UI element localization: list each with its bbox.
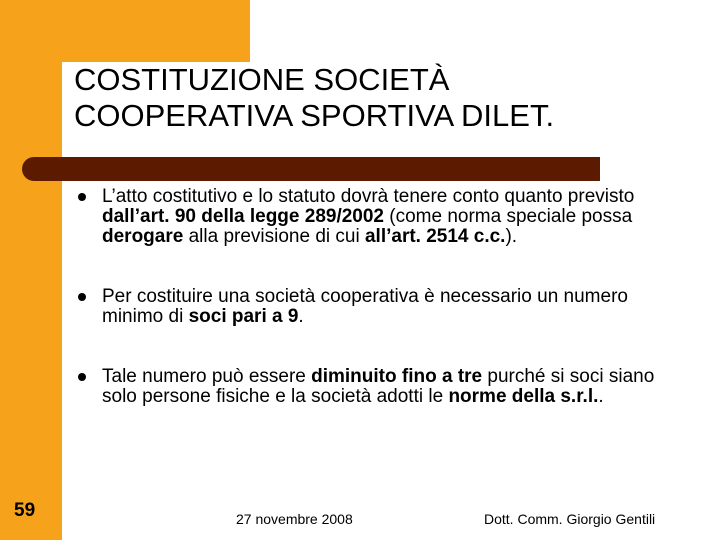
bullet-1-part-5: alla previsione di cui (183, 226, 365, 247)
bullet-1-part-3: (come norma speciale possa (384, 206, 633, 227)
bullet-3-part-2: diminuito fino a tre (311, 366, 483, 387)
bullet-1-part-1: L’atto costitutivo e lo statuto dovrà tenere conto quanto previsto (102, 186, 635, 207)
bullet-3-part-3: purché si soci siano solo persone fisiche e la società adotti le (102, 366, 655, 407)
bullet-item-3 (74, 367, 674, 407)
bullet-dot-icon (78, 193, 86, 201)
slide-title-line-1: COSTITUZIONE SOCIETÀ (74, 62, 450, 97)
bullet-item-1 (74, 187, 674, 247)
title-divider-bar (22, 157, 600, 181)
bullet-1-part-4: derogare (102, 226, 184, 247)
left-accent-band (0, 0, 62, 540)
bullet-text-2 (102, 286, 628, 327)
bullet-1-part-6: all’art. 2514 c.c. (364, 226, 506, 247)
bullet-1-part-7: ). (505, 226, 518, 247)
bullet-2-part-3: . (298, 306, 304, 327)
bullet-1-part-2: dall’art. 90 della legge 289/2002 (102, 206, 384, 227)
slide-title (74, 62, 694, 134)
bullet-3-part-1: Tale numero può essere (102, 366, 312, 387)
bullet-2-part-1: Per costituire una società cooperativa è necessario un numero minimo di (102, 286, 628, 327)
footer-author: Dott. Comm. Giorgio Gentili (484, 511, 656, 527)
slide-number: 59 (14, 500, 36, 521)
bullet-text-1 (102, 186, 634, 247)
bullet-dot-icon (78, 373, 86, 381)
footer-date: 27 novembre 2008 (236, 511, 353, 527)
bullet-list (74, 187, 674, 407)
bullet-item-2 (74, 287, 674, 327)
bullet-text-3 (102, 366, 654, 407)
bullet-3-part-5: . (598, 386, 604, 407)
bullet-3-part-4: norme della s.r.l. (448, 386, 599, 407)
bullet-dot-icon (78, 293, 86, 301)
bullet-2-part-2: soci pari a 9 (188, 306, 299, 327)
slide-title-line-2: COOPERATIVA SPORTIVA DILET. (74, 98, 555, 133)
top-accent-block (62, 0, 250, 62)
